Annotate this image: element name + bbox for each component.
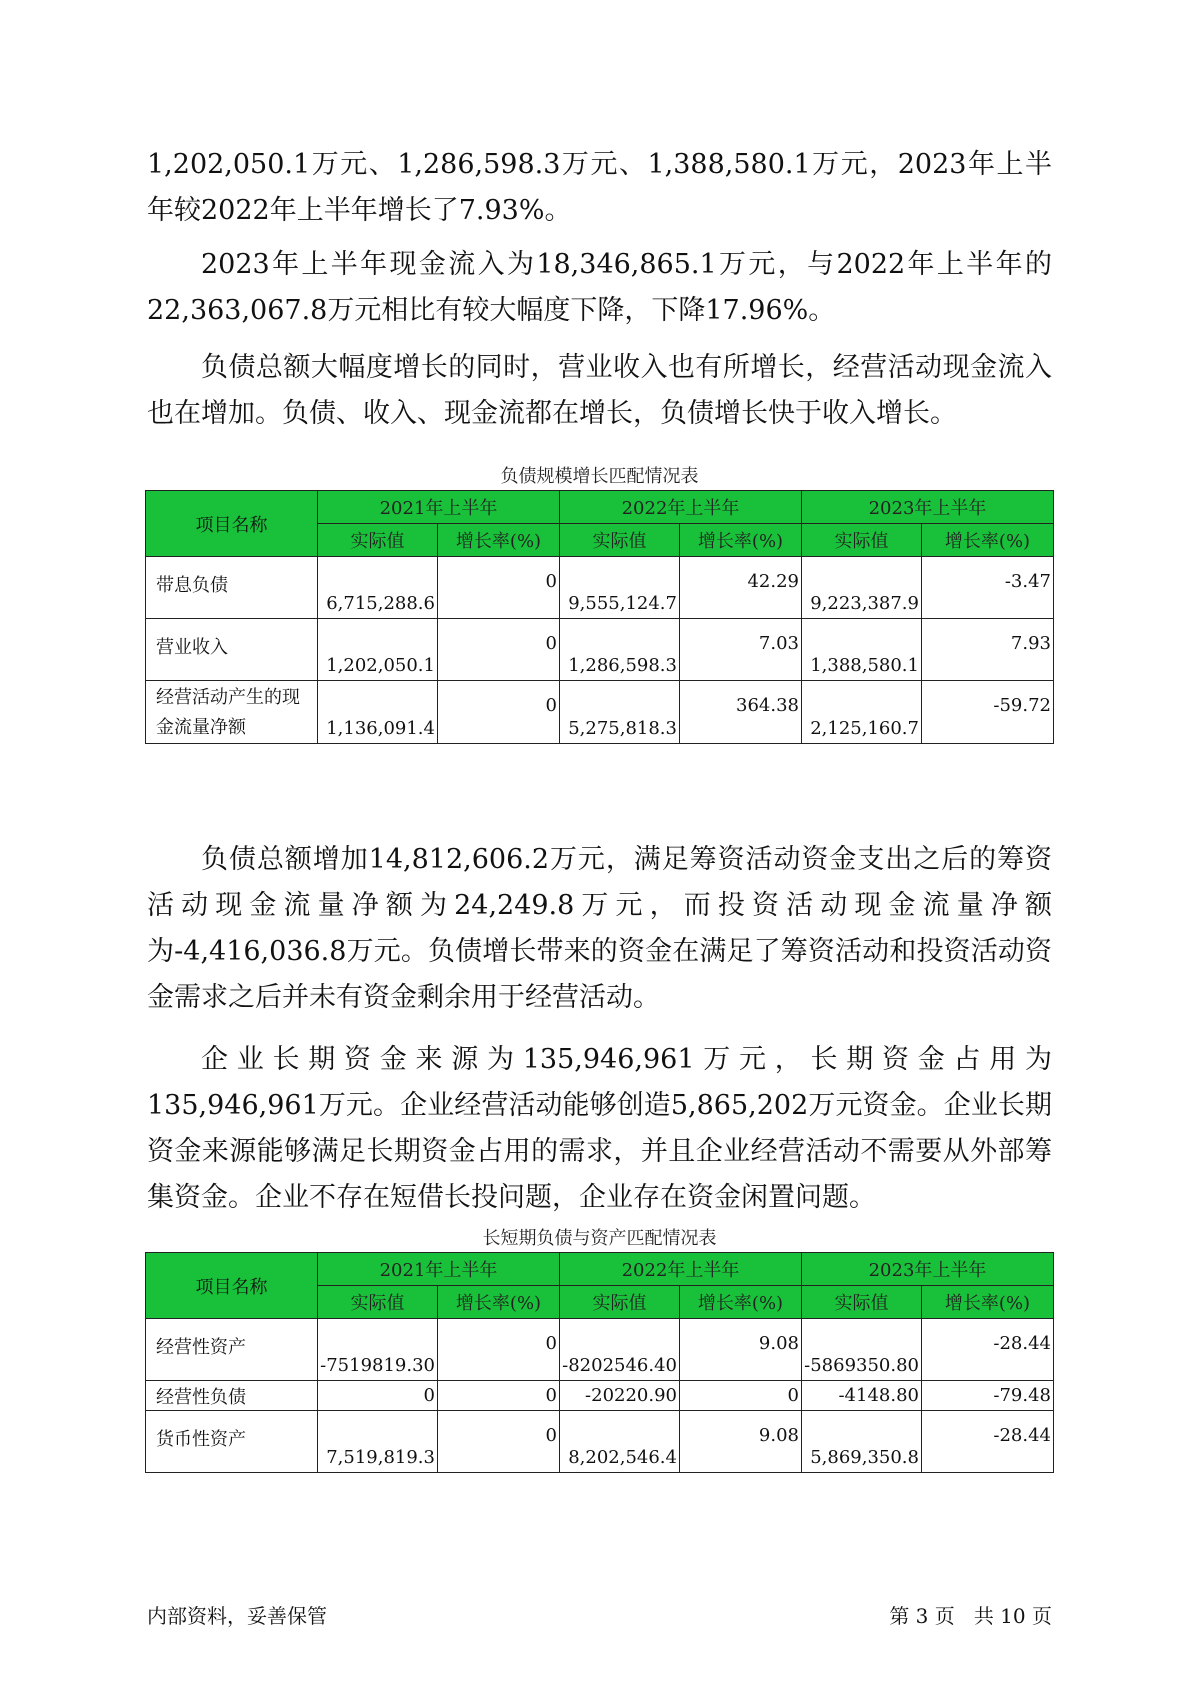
cell-value: -7519819.30 xyxy=(318,1319,438,1381)
cell-rate: 0 xyxy=(438,1411,560,1473)
footer-page-number: 第 3 页 共 10 页 xyxy=(889,1604,1052,1628)
cell-rate: 0 xyxy=(438,619,560,681)
header-period-2022: 2022年上半年 xyxy=(560,491,802,524)
cell-value: 1,202,050.1 xyxy=(318,619,438,681)
row-name: 货币性资产 xyxy=(146,1411,318,1473)
table1-caption: 负债规模增长匹配情况表 xyxy=(500,466,699,487)
cell-value: 5,275,818.3 xyxy=(560,681,680,744)
header-rate: 增长率(%) xyxy=(438,1286,560,1319)
table-debt-scale xyxy=(145,490,1054,744)
row-name: 经营活动产生的现金流量净额 xyxy=(146,681,318,744)
paragraph-4: 负债总额增加14,812,606.2万元，满足筹资活动资金支出之后的筹资活动现金流量净额为24,249.8万元，而投资活动现金流量净额为-4,416,036.8万元。负债增长带来的资金在满足了筹资活动和投资活动资金需求之后并未有资金剩余用于经营活动。 xyxy=(147,844,1052,1013)
paragraph-2: 2023年上半年现金流入为18,346,865.1万元，与2022年上半年的22,363,067.8万元相比有较大幅度下降，下降17.96%。 xyxy=(147,249,1052,326)
header-item-name: 项目名称 xyxy=(146,491,318,557)
cell-rate: 7.03 xyxy=(680,619,802,681)
cell-value: -20220.90 xyxy=(560,1381,680,1411)
table-long-short-match xyxy=(145,1252,1054,1473)
cell-value: 6,715,288.6 xyxy=(318,557,438,619)
cell-rate: -28.44 xyxy=(922,1319,1054,1381)
header-rate: 增长率(%) xyxy=(922,1286,1054,1319)
header-period-2021: 2021年上半年 xyxy=(318,1253,560,1286)
cell-value: 1,286,598.3 xyxy=(560,619,680,681)
cell-rate: 0 xyxy=(438,1381,560,1411)
header-rate: 增长率(%) xyxy=(680,1286,802,1319)
row-name: 带息负债 xyxy=(146,557,318,619)
header-rate: 增长率(%) xyxy=(680,524,802,557)
header-item-name: 项目名称 xyxy=(146,1253,318,1319)
cell-rate: 0 xyxy=(680,1381,802,1411)
cell-value: -5869350.80 xyxy=(802,1319,922,1381)
row-name: 经营性资产 xyxy=(146,1319,318,1381)
cell-rate: 9.08 xyxy=(680,1411,802,1473)
paragraph-1: 1,202,050.1万元、1,286,598.3万元、1,388,580.1万元，2023年上半年较2022年上半年增长了7.93%。 xyxy=(147,149,1052,226)
footer-confidential-note: 内部资料，妥善保管 xyxy=(147,1604,327,1628)
header-period-2021: 2021年上半年 xyxy=(318,491,560,524)
header-actual: 实际值 xyxy=(318,524,438,557)
cell-value: 8,202,546.4 xyxy=(560,1411,680,1473)
table-row xyxy=(146,1319,1054,1381)
table-row xyxy=(146,557,1054,619)
table-row xyxy=(146,619,1054,681)
header-actual: 实际值 xyxy=(802,524,922,557)
cell-value: 1,388,580.1 xyxy=(802,619,922,681)
cell-rate: 0 xyxy=(438,681,560,744)
row-name: 经营性负债 xyxy=(146,1381,318,1411)
paragraph-3: 负债总额大幅度增长的同时，营业收入也有所增长，经营活动现金流入也在增加。负债、收入、现金流都在增长，负债增长快于收入增长。 xyxy=(147,352,1052,429)
cell-value: 9,555,124.7 xyxy=(560,557,680,619)
header-period-2022: 2022年上半年 xyxy=(560,1253,802,1286)
cell-rate: 0 xyxy=(438,1319,560,1381)
header-actual: 实际值 xyxy=(560,1286,680,1319)
paragraph-5: 企业长期资金来源为135,946,961万元，长期资金占用为135,946,961万元。企业经营活动能够创造5,865,202万元资金。企业长期资金来源能够满足长期资金占用的需求，并且企业经营活动不需要从外部筹集资金。企业不存在短借长投问题，企业存在资金闲置问题。 xyxy=(147,1044,1052,1213)
header-actual: 实际值 xyxy=(318,1286,438,1319)
cell-value: 2,125,160.7 xyxy=(802,681,922,744)
cell-rate: 364.38 xyxy=(680,681,802,744)
table-row xyxy=(146,681,1054,744)
cell-value: 0 xyxy=(318,1381,438,1411)
table-row xyxy=(146,1411,1054,1473)
cell-rate: -79.48 xyxy=(922,1381,1054,1411)
table2-caption: 长短期负债与资产匹配情况表 xyxy=(482,1228,717,1249)
cell-value: -8202546.40 xyxy=(560,1319,680,1381)
cell-rate: -28.44 xyxy=(922,1411,1054,1473)
header-actual: 实际值 xyxy=(802,1286,922,1319)
cell-rate: 7.93 xyxy=(922,619,1054,681)
cell-rate: 42.29 xyxy=(680,557,802,619)
header-actual: 实际值 xyxy=(560,524,680,557)
cell-value: 5,869,350.8 xyxy=(802,1411,922,1473)
cell-value: 9,223,387.9 xyxy=(802,557,922,619)
cell-value: 1,136,091.4 xyxy=(318,681,438,744)
cell-value: 7,519,819.3 xyxy=(318,1411,438,1473)
header-period-2023: 2023年上半年 xyxy=(802,491,1054,524)
table-row xyxy=(146,1381,1054,1411)
cell-rate: 9.08 xyxy=(680,1319,802,1381)
cell-rate: -59.72 xyxy=(922,681,1054,744)
cell-value: -4148.80 xyxy=(802,1381,922,1411)
row-name: 营业收入 xyxy=(146,619,318,681)
header-rate: 增长率(%) xyxy=(922,524,1054,557)
header-rate: 增长率(%) xyxy=(438,524,560,557)
cell-rate: 0 xyxy=(438,557,560,619)
header-period-2023: 2023年上半年 xyxy=(802,1253,1054,1286)
cell-rate: -3.47 xyxy=(922,557,1054,619)
